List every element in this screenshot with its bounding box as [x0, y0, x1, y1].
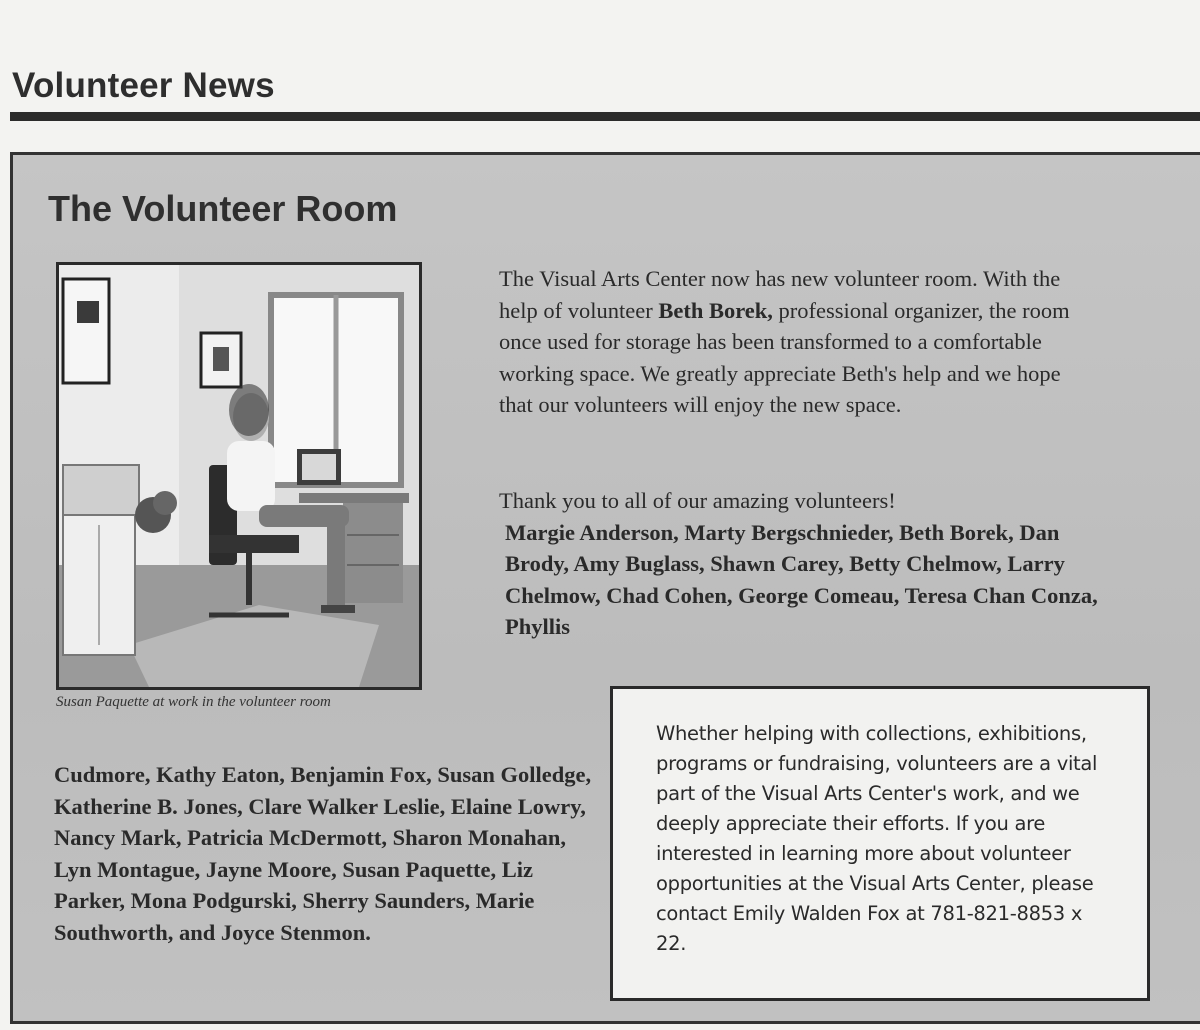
intro-paragraph — [499, 263, 1099, 421]
contact-box — [610, 686, 1150, 1001]
volunteer-names-continued: Cudmore, Kathy Eaton, Benjamin Fox, Susan Golledge, Katherine B. Jones, Clare Walker Leslie, Elaine Lowry, Nancy Mark, Patricia McDermott, Sharon Monahan, Lyn Montague, Jayne Moore, Susan Paquette, Liz Parker, Mona Podgurski, Sherry Saunders, Marie Southworth, and Joyce Stenmon. — [54, 762, 592, 945]
article-title: The Volunteer Room — [48, 188, 398, 229]
highlighted-volunteer-name: Beth Borek, — [658, 297, 773, 323]
section-title: Volunteer News — [12, 66, 275, 105]
volunteer-names-first: Margie Anderson, Marty Bergschnieder, Beth Borek, Dan Brody, Amy Buglass, Shawn Carey, Betty Chelmow, Larry Chelmow, Chad Cohen, George Comeau, Teresa Chan Conza, Phyllis — [505, 519, 1098, 639]
section-divider — [10, 112, 1200, 121]
thanks-line: Thank you to all of our amazing volunteers! — [499, 488, 896, 513]
contact-text: Whether helping with collections, exhibitions, programs or fundraising, volunteers are a vital part of the Visual Arts Center's work, and we deeply appreciate their efforts. If you are interested in learning more about volunteer opportunities at the Visual Arts Center, please contact Emily Walden Fox at 781-821-8853 x 22. — [656, 722, 1098, 955]
thanks-block — [499, 485, 1099, 643]
volunteer-room-photo — [56, 262, 422, 690]
photo-caption: Susan Paquette at work in the volunteer room — [56, 694, 331, 710]
intro-text-end: professional organizer, the room once used for storage has been transformed to a comfortable working space. We greatly appreciate Beth's help and we hope that our volunteers will enjoy the new space. — [499, 297, 1070, 417]
photo-illustration — [59, 265, 419, 687]
intro-text-start: The Visual Arts Center now has new volunteer room. With the help of volunteer — [499, 266, 1061, 323]
